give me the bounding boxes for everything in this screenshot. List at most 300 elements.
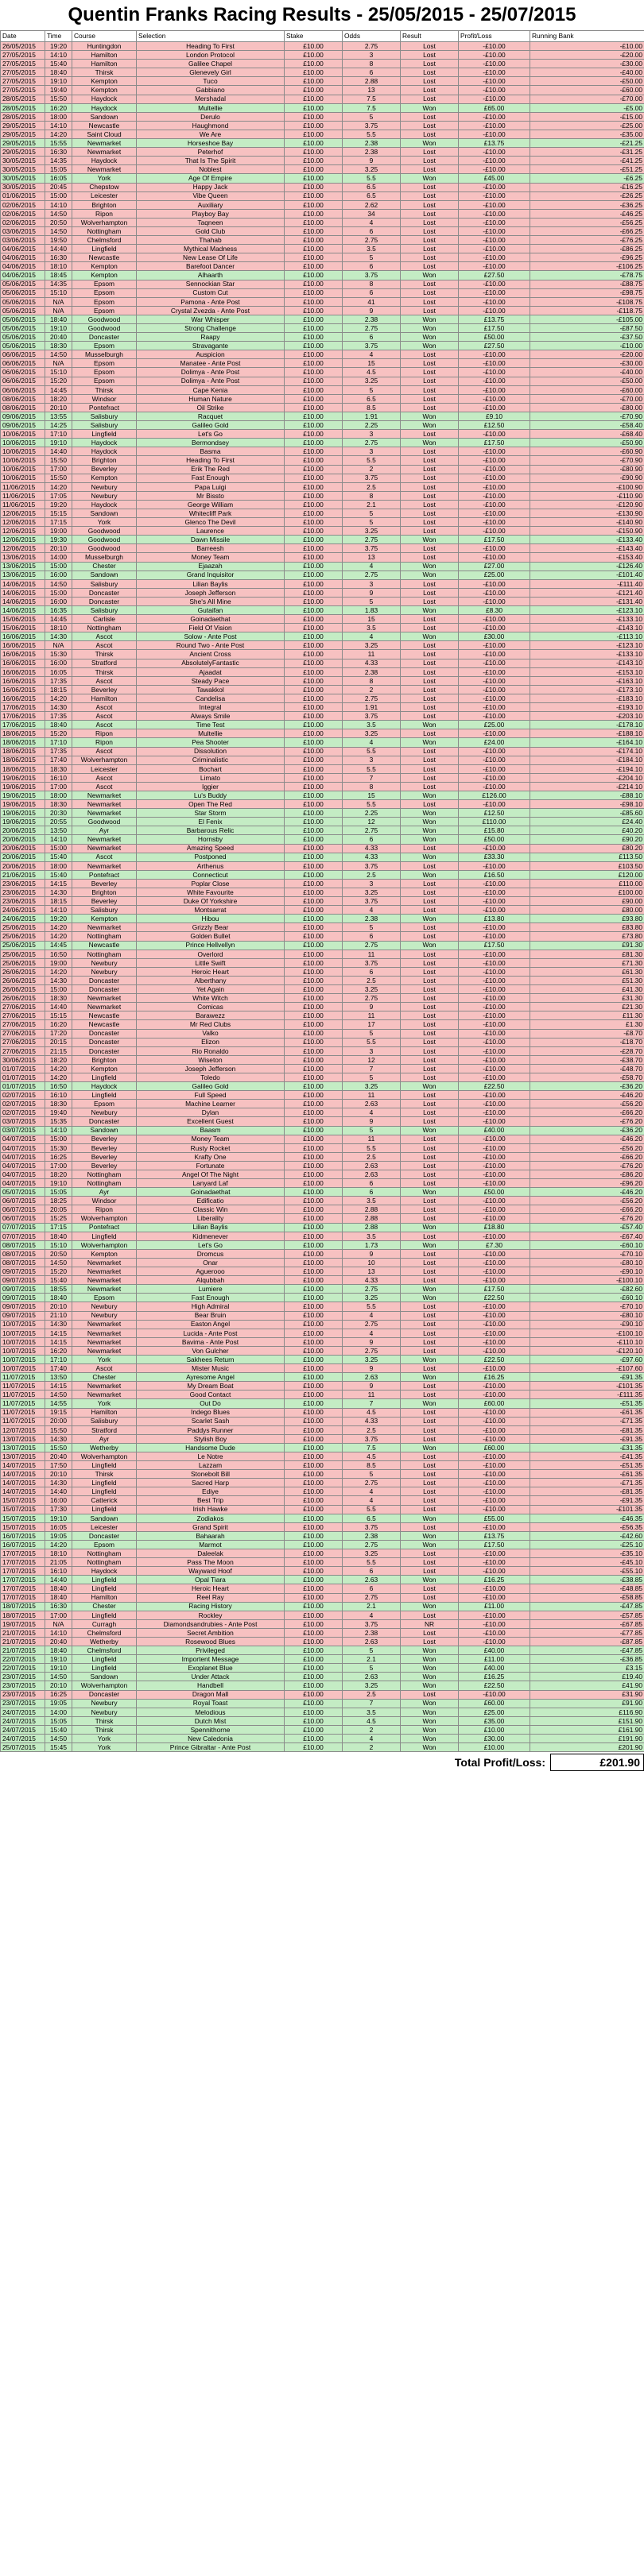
cell-date: 19/06/2015 (1, 782, 45, 791)
cell-stake: £10.00 (285, 1258, 343, 1267)
cell-date: 25/06/2015 (1, 923, 45, 932)
cell-date: 17/07/2015 (1, 1576, 45, 1584)
cell-selection: Dylan (137, 1108, 285, 1117)
cell-course: Thirsk (72, 385, 137, 394)
cell-result: Lost (401, 1487, 459, 1496)
cell-selection: Tawakkol (137, 685, 285, 694)
cell-time: 14:50 (45, 350, 72, 359)
table-row (1, 527, 644, 536)
cell-result: Lost (401, 385, 459, 394)
cell-result: Lost (401, 1064, 459, 1073)
cell-result: Won (401, 139, 459, 148)
cell-profit-loss: £40.00 (459, 1126, 530, 1135)
cell-running-bank: -£50.00 (530, 77, 644, 86)
cell-result: Won (401, 1443, 459, 1452)
table-row (1, 1567, 644, 1576)
cell-running-bank: -£150.90 (530, 527, 644, 536)
cell-odds: 4.33 (343, 659, 401, 667)
cell-odds: 4 (343, 1487, 401, 1496)
table-row (1, 1082, 644, 1091)
cell-odds: 2.75 (343, 42, 401, 51)
cell-course: Windsor (72, 1197, 137, 1205)
cell-stake: £10.00 (285, 465, 343, 474)
cell-date: 06/06/2015 (1, 385, 45, 394)
cell-running-bank: -£188.10 (530, 729, 644, 738)
cell-running-bank: -£30.00 (530, 60, 644, 68)
cell-odds: 2.38 (343, 667, 401, 676)
cell-odds: 2.75 (343, 236, 401, 245)
cell-profit-loss: £13.75 (459, 139, 530, 148)
cell-date: 02/06/2015 (1, 200, 45, 209)
table-row (1, 738, 644, 747)
cell-stake: £10.00 (285, 632, 343, 641)
cell-time: 20:50 (45, 1249, 72, 1258)
cell-profit-loss: -£10.00 (459, 747, 530, 756)
cell-running-bank: -£60.00 (530, 86, 644, 95)
cell-time: 20:40 (45, 1452, 72, 1461)
cell-time: 14:35 (45, 280, 72, 288)
table-row (1, 1223, 644, 1232)
cell-course: Doncaster (72, 333, 137, 342)
cell-running-bank: -£47.85 (530, 1646, 644, 1655)
cell-result: Lost (401, 95, 459, 103)
cell-result: Won (401, 333, 459, 342)
table-row (1, 280, 644, 288)
cell-selection: Full Speed (137, 1091, 285, 1100)
cell-date: 17/07/2015 (1, 1549, 45, 1558)
cell-selection: Mr Bissto (137, 491, 285, 500)
cell-result: Lost (401, 1055, 459, 1064)
cell-result: Lost (401, 51, 459, 60)
cell-selection: El Fenix (137, 818, 285, 826)
cell-odds: 2.75 (343, 826, 401, 835)
cell-course: Epsom (72, 280, 137, 288)
cell-time: 17:10 (45, 1355, 72, 1363)
cell-running-bank: -£35.00 (530, 130, 644, 138)
table-row (1, 174, 644, 183)
cell-running-bank: -£153.40 (530, 553, 644, 562)
cell-selection: Glenevely Girl (137, 68, 285, 77)
cell-selection: Toledo (137, 1073, 285, 1081)
cell-date: 15/06/2015 (1, 624, 45, 632)
cell-course: York (72, 1735, 137, 1743)
cell-course: Chester (72, 1373, 137, 1382)
cell-profit-loss: £22.50 (459, 1082, 530, 1091)
cell-selection: Dromcus (137, 1249, 285, 1258)
cell-course: Sandown (72, 1514, 137, 1522)
cell-time: 14:50 (45, 1258, 72, 1267)
cell-time: 18:15 (45, 897, 72, 906)
cell-running-bank: -£76.20 (530, 1117, 644, 1126)
cell-course: Goodwood (72, 324, 137, 333)
cell-selection: London Protocol (137, 51, 285, 60)
cell-result: Won (401, 1725, 459, 1734)
cell-result: Lost (401, 1320, 459, 1329)
cell-running-bank: -£51.35 (530, 1461, 644, 1470)
cell-running-bank: £90.20 (530, 835, 644, 844)
cell-date: 15/07/2015 (1, 1522, 45, 1531)
cell-running-bank: -£56.25 (530, 218, 644, 226)
cell-date: 03/07/2015 (1, 1126, 45, 1135)
cell-result: Lost (401, 527, 459, 536)
cell-selection: Le Notre (137, 1452, 285, 1461)
cell-odds: 1.91 (343, 412, 401, 420)
cell-selection: Heroic Heart (137, 967, 285, 976)
cell-result: Lost (401, 200, 459, 209)
cell-stake: £10.00 (285, 1522, 343, 1531)
cell-running-bank: -£90.90 (530, 474, 644, 482)
cell-time: 16:35 (45, 606, 72, 615)
cell-odds: 2.5 (343, 1425, 401, 1434)
cell-stake: £10.00 (285, 906, 343, 915)
table-row (1, 1708, 644, 1716)
total-bar (0, 1754, 644, 1771)
cell-stake: £10.00 (285, 588, 343, 597)
table-row (1, 1240, 644, 1249)
cell-date: 10/07/2015 (1, 1337, 45, 1346)
cell-time: 14:00 (45, 553, 72, 562)
cell-course: Newmarket (72, 844, 137, 853)
table-row (1, 915, 644, 923)
cell-odds: 3.75 (343, 342, 401, 350)
cell-selection: Vibe Queen (137, 191, 285, 200)
cell-selection: Auspicion (137, 350, 285, 359)
cell-profit-loss: -£10.00 (459, 1479, 530, 1487)
cell-odds: 3.25 (343, 1294, 401, 1302)
cell-date: 27/06/2015 (1, 1046, 45, 1055)
cell-selection: Round Two - Ante Post (137, 641, 285, 650)
cell-odds: 2.75 (343, 994, 401, 1003)
cell-running-bank: -£35.10 (530, 1549, 644, 1558)
cell-odds: 5 (343, 1470, 401, 1479)
cell-running-bank: -£45.10 (530, 1558, 644, 1567)
cell-time: 16:05 (45, 174, 72, 183)
table-row (1, 667, 644, 676)
cell-result: Lost (401, 1161, 459, 1170)
cell-profit-loss: £17.50 (459, 324, 530, 333)
cell-running-bank: -£56.20 (530, 1197, 644, 1205)
cell-time: 15:35 (45, 1117, 72, 1126)
cell-selection: Connecticut (137, 870, 285, 879)
cell-course: Doncaster (72, 1690, 137, 1699)
cell-stake: £10.00 (285, 650, 343, 659)
cell-date: 10/07/2015 (1, 1320, 45, 1329)
cell-time: 19:20 (45, 42, 72, 51)
cell-running-bank: -£193.10 (530, 703, 644, 712)
cell-course: Nottingham (72, 1558, 137, 1567)
cell-result: Lost (401, 403, 459, 412)
cell-profit-loss: -£10.00 (459, 509, 530, 517)
cell-course: Newbury (72, 1302, 137, 1311)
cell-stake: £10.00 (285, 1681, 343, 1690)
table-row (1, 958, 644, 967)
cell-time: 14:10 (45, 835, 72, 844)
cell-odds: 5 (343, 923, 401, 932)
table-row (1, 1108, 644, 1117)
cell-date: 30/05/2015 (1, 183, 45, 191)
table-row (1, 782, 644, 791)
cell-odds: 2.1 (343, 1655, 401, 1664)
table-row (1, 509, 644, 517)
cell-time: 17:40 (45, 1364, 72, 1373)
table-row (1, 650, 644, 659)
cell-selection: Galileo Gold (137, 421, 285, 430)
cell-time: 19:10 (45, 439, 72, 447)
cell-course: Hamilton (72, 60, 137, 68)
cell-selection: Secret Ambition (137, 1628, 285, 1637)
table-row (1, 1020, 644, 1029)
cell-selection: Overlord (137, 950, 285, 958)
cell-profit-loss: -£10.00 (459, 1382, 530, 1390)
table-row (1, 1055, 644, 1064)
cell-profit-loss: -£10.00 (459, 1135, 530, 1143)
cell-selection: Galileo Gold (137, 1082, 285, 1091)
cell-result: Won (401, 1708, 459, 1716)
cell-profit-loss: -£10.00 (459, 68, 530, 77)
cell-course: Ascot (72, 1364, 137, 1373)
cell-date: 17/07/2015 (1, 1584, 45, 1593)
cell-stake: £10.00 (285, 809, 343, 818)
cell-course: Goodwood (72, 536, 137, 544)
cell-result: Lost (401, 1390, 459, 1399)
cell-profit-loss: -£10.00 (459, 615, 530, 624)
cell-time: 14:20 (45, 1064, 72, 1073)
cell-result: Lost (401, 288, 459, 297)
cell-time: 14:10 (45, 51, 72, 60)
cell-result: Won (401, 1743, 459, 1752)
cell-odds: 2.38 (343, 915, 401, 923)
cell-date: 06/06/2015 (1, 350, 45, 359)
cell-profit-loss: -£10.00 (459, 200, 530, 209)
cell-date: 05/06/2015 (1, 324, 45, 333)
cell-stake: £10.00 (285, 1655, 343, 1664)
cell-profit-loss: -£10.00 (459, 1091, 530, 1100)
column-header-course: Course (72, 31, 137, 42)
cell-result: Lost (401, 482, 459, 491)
cell-course: Nottingham (72, 950, 137, 958)
cell-stake: £10.00 (285, 958, 343, 967)
cell-result: Lost (401, 1276, 459, 1285)
cell-odds: 15 (343, 359, 401, 368)
cell-course: Newbury (72, 958, 137, 967)
cell-stake: £10.00 (285, 157, 343, 165)
cell-course: Leicester (72, 191, 137, 200)
cell-selection: Manatee - Ante Post (137, 359, 285, 368)
cell-result: Lost (401, 253, 459, 262)
cell-running-bank: -£10.00 (530, 342, 644, 350)
cell-time: N/A (45, 1619, 72, 1628)
cell-date: 22/07/2015 (1, 1655, 45, 1664)
cell-date: 03/06/2015 (1, 236, 45, 245)
cell-running-bank: -£88.75 (530, 280, 644, 288)
cell-time: 19:10 (45, 1179, 72, 1188)
table-row (1, 262, 644, 271)
cell-time: 13:50 (45, 826, 72, 835)
cell-odds: 2.75 (343, 694, 401, 702)
table-row (1, 1100, 644, 1108)
cell-date: 20/06/2015 (1, 844, 45, 853)
cell-profit-loss: -£10.00 (459, 368, 530, 377)
cell-odds: 4.5 (343, 368, 401, 377)
cell-date: 18/06/2015 (1, 764, 45, 773)
cell-running-bank: -£60.10 (530, 1240, 644, 1249)
cell-odds: 8.5 (343, 403, 401, 412)
cell-odds: 5 (343, 385, 401, 394)
table-row (1, 888, 644, 897)
cell-selection: Bochart (137, 764, 285, 773)
cell-date: 27/05/2015 (1, 51, 45, 60)
cell-profit-loss: -£10.00 (459, 297, 530, 306)
cell-selection: Field Of Vision (137, 624, 285, 632)
cell-running-bank: -£101.35 (530, 1382, 644, 1390)
cell-odds: 2.75 (343, 1320, 401, 1329)
cell-course: Epsom (72, 377, 137, 385)
table-row (1, 1716, 644, 1725)
cell-course: Beverley (72, 685, 137, 694)
cell-stake: £10.00 (285, 439, 343, 447)
cell-course: Ascot (72, 641, 137, 650)
cell-date: 16/06/2015 (1, 676, 45, 685)
cell-course: Ascot (72, 712, 137, 721)
table-row (1, 86, 644, 95)
cell-profit-loss: -£10.00 (459, 659, 530, 667)
cell-odds: 3 (343, 756, 401, 764)
cell-time: 21:15 (45, 1046, 72, 1055)
cell-course: Newmarket (72, 791, 137, 799)
table-row (1, 1311, 644, 1320)
cell-odds: 3.5 (343, 624, 401, 632)
cell-odds: 2.75 (343, 1540, 401, 1549)
cell-time: 18:40 (45, 1584, 72, 1593)
cell-time: 18:20 (45, 1055, 72, 1064)
cell-stake: £10.00 (285, 333, 343, 342)
cell-course: Nottingham (72, 1179, 137, 1188)
cell-profit-loss: -£10.00 (459, 712, 530, 721)
cell-result: Lost (401, 624, 459, 632)
cell-odds: 3 (343, 51, 401, 60)
cell-time: 16:30 (45, 253, 72, 262)
cell-stake: £10.00 (285, 518, 343, 527)
table-row (1, 579, 644, 588)
cell-result: Lost (401, 1117, 459, 1126)
cell-date: 20/06/2015 (1, 861, 45, 870)
cell-profit-loss: -£10.00 (459, 1232, 530, 1240)
cell-running-bank: £11.30 (530, 1011, 644, 1020)
cell-course: Saint Cloud (72, 130, 137, 138)
cell-odds: 13 (343, 86, 401, 95)
cell-selection: Bear Bruin (137, 1311, 285, 1320)
cell-stake: £10.00 (285, 1355, 343, 1363)
cell-profit-loss: -£10.00 (459, 1100, 530, 1108)
cell-time: 18:40 (45, 1646, 72, 1655)
cell-stake: £10.00 (285, 606, 343, 615)
cell-profit-loss: -£10.00 (459, 1611, 530, 1619)
cell-result: Won (401, 1188, 459, 1197)
cell-selection: Lucida - Ante Post (137, 1329, 285, 1337)
cell-stake: £10.00 (285, 60, 343, 68)
cell-stake: £10.00 (285, 1673, 343, 1681)
cell-selection: Fortunate (137, 1161, 285, 1170)
cell-result: Lost (401, 1311, 459, 1320)
cell-stake: £10.00 (285, 1082, 343, 1091)
cell-selection: Amazing Speed (137, 844, 285, 853)
table-row (1, 191, 644, 200)
table-row (1, 712, 644, 721)
cell-date: 16/06/2015 (1, 694, 45, 702)
cell-course: Stratford (72, 1425, 137, 1434)
cell-stake: £10.00 (285, 915, 343, 923)
cell-selection: Paddys Runner (137, 1425, 285, 1434)
cell-profit-loss: -£10.00 (459, 1152, 530, 1161)
cell-odds: 4 (343, 1329, 401, 1337)
cell-date: 30/05/2015 (1, 174, 45, 183)
cell-date: 05/06/2015 (1, 297, 45, 306)
cell-selection: Iggier (137, 782, 285, 791)
cell-result: Lost (401, 60, 459, 68)
cell-odds: 3.75 (343, 958, 401, 967)
table-row (1, 615, 644, 624)
cell-running-bank: -£8.70 (530, 1029, 644, 1038)
cell-odds: 5 (343, 253, 401, 262)
table-row (1, 1461, 644, 1470)
cell-course: Ascot (72, 703, 137, 712)
cell-date: 09/06/2015 (1, 421, 45, 430)
cell-odds: 2.75 (343, 1346, 401, 1355)
cell-result: Lost (401, 756, 459, 764)
cell-running-bank: -£40.00 (530, 68, 644, 77)
cell-course: Doncaster (72, 985, 137, 994)
cell-selection: Open The Red (137, 800, 285, 809)
cell-time: 15:05 (45, 1188, 72, 1197)
table-row (1, 1558, 644, 1567)
cell-result: Lost (401, 1232, 459, 1240)
cell-course: Ripon (72, 1205, 137, 1214)
cell-odds: 2.63 (343, 1373, 401, 1382)
cell-time: 15:30 (45, 650, 72, 659)
cell-selection: Wiseton (137, 1055, 285, 1064)
cell-time: 15:50 (45, 456, 72, 465)
cell-selection: Wayward Hoof (137, 1567, 285, 1576)
cell-odds: 6 (343, 932, 401, 941)
table-row (1, 306, 644, 315)
cell-result: Lost (401, 1108, 459, 1117)
cell-odds: 2.88 (343, 1205, 401, 1214)
table-row (1, 342, 644, 350)
cell-result: Lost (401, 553, 459, 562)
cell-profit-loss: -£10.00 (459, 456, 530, 465)
cell-date: 09/07/2015 (1, 1267, 45, 1276)
cell-stake: £10.00 (285, 1743, 343, 1752)
cell-time: 14:30 (45, 1320, 72, 1329)
column-header-time: Time (45, 31, 72, 42)
cell-selection: Raapy (137, 333, 285, 342)
cell-course: Haydock (72, 103, 137, 112)
cell-course: Newmarket (72, 861, 137, 870)
cell-time: 19:10 (45, 1514, 72, 1522)
table-row (1, 1681, 644, 1690)
cell-selection: Erik The Red (137, 465, 285, 474)
table-row (1, 456, 644, 465)
cell-running-bank: £31.90 (530, 1690, 644, 1699)
cell-result: Lost (401, 667, 459, 676)
cell-date: 01/07/2015 (1, 1073, 45, 1081)
cell-result: Lost (401, 976, 459, 984)
cell-selection: Mershadal (137, 95, 285, 103)
cell-result: Lost (401, 1690, 459, 1699)
table-row (1, 1064, 644, 1073)
cell-stake: £10.00 (285, 456, 343, 465)
cell-odds: 9 (343, 157, 401, 165)
